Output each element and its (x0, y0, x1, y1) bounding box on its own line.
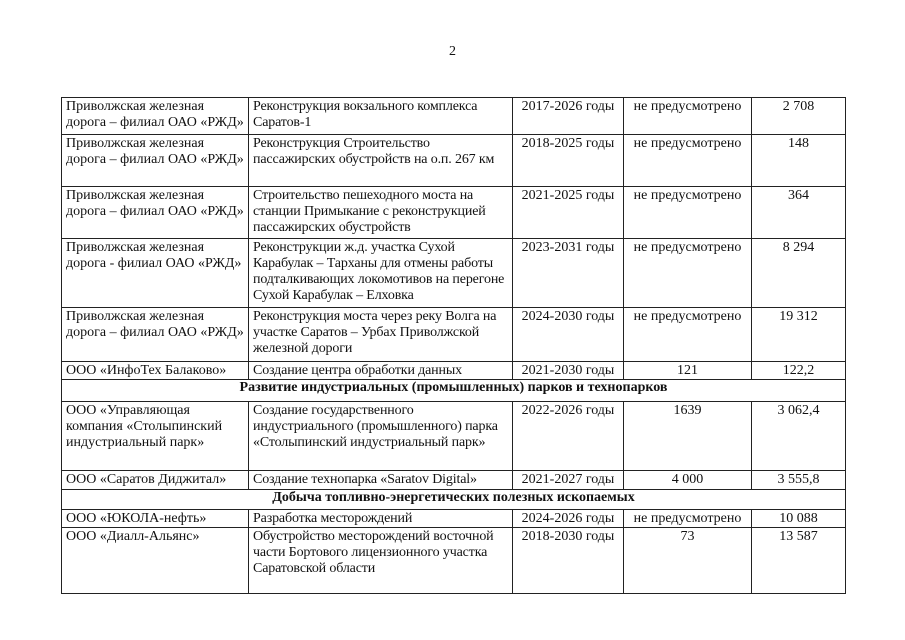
organization-cell: Приволжская железная дорога – филиал ОАО «РЖД» (62, 187, 249, 239)
organization-cell: ООО «Диалл-Альянс» (62, 528, 249, 594)
project-cell: Разработка месторождений (249, 510, 513, 528)
period-cell: 2023-2031 годы (513, 239, 624, 308)
period-cell: 2021-2027 годы (513, 471, 624, 490)
investment-cell: 3 555,8 (752, 471, 846, 490)
table-row (62, 510, 846, 528)
jobs-cell: 4 000 (624, 471, 752, 490)
organization-cell: Приволжская железная дорога – филиал ОАО «РЖД» (62, 308, 249, 362)
section-title: Добыча топливно-энергетических полезных ископаемых (62, 490, 846, 510)
project-cell: Реконструкция Строительство пассажирских обустройств на о.п. 267 км (249, 135, 513, 187)
jobs-cell: не предусмотрено (624, 239, 752, 308)
table-row (62, 471, 846, 490)
table-row (62, 98, 846, 135)
project-cell: Реконструкция вокзального комплекса Саратов-1 (249, 98, 513, 135)
investment-cell: 3 062,4 (752, 402, 846, 471)
investment-cell: 8 294 (752, 239, 846, 308)
section-row (62, 490, 846, 510)
investment-cell: 2 708 (752, 98, 846, 135)
period-cell: 2017-2026 годы (513, 98, 624, 135)
table-row (62, 239, 846, 308)
table-row (62, 187, 846, 239)
jobs-cell: не предусмотрено (624, 135, 752, 187)
period-cell: 2018-2025 годы (513, 135, 624, 187)
table-row (62, 402, 846, 471)
table-row (62, 528, 846, 594)
section-row (62, 380, 846, 402)
organization-cell: Приволжская железная дорога – филиал ОАО «РЖД» (62, 98, 249, 135)
page-number: 2 (449, 44, 456, 59)
organization-cell: ООО «Саратов Диджитал» (62, 471, 249, 490)
period-cell: 2022-2026 годы (513, 402, 624, 471)
organization-cell: ООО «ИнфоТех Балаково» (62, 362, 249, 380)
project-cell: Реконструкции ж.д. участка Сухой Карабулак – Тарханы для отмены работы подталкивающих локомотивов на перегоне Сухой Карабулак – Елховка (249, 239, 513, 308)
project-cell: Строительство пешеходного моста на станции Примыкание с реконструкцией пассажирских обустройств (249, 187, 513, 239)
jobs-cell: 73 (624, 528, 752, 594)
jobs-cell: 121 (624, 362, 752, 380)
investment-cell: 10 088 (752, 510, 846, 528)
section-title: Развитие индустриальных (промышленных) парков и технопарков (62, 380, 846, 402)
period-cell: 2021-2030 годы (513, 362, 624, 380)
table-row (62, 308, 846, 362)
table-row (62, 362, 846, 380)
period-cell: 2018-2030 годы (513, 528, 624, 594)
project-cell: Создание центра обработки данных (249, 362, 513, 380)
jobs-cell: не предусмотрено (624, 187, 752, 239)
organization-cell: ООО «Управляющая компания «Столыпинский индустриальный парк» (62, 402, 249, 471)
project-cell: Создание технопарка «Saratov Digital» (249, 471, 513, 490)
projects-table (61, 97, 846, 594)
organization-cell: Приволжская железная дорога - филиал ОАО «РЖД» (62, 239, 249, 308)
period-cell: 2024-2026 годы (513, 510, 624, 528)
investment-cell: 13 587 (752, 528, 846, 594)
jobs-cell: не предусмотрено (624, 510, 752, 528)
investment-cell: 364 (752, 187, 846, 239)
project-cell: Обустройство месторождений восточной части Бортового лицензионного участка Саратовской области (249, 528, 513, 594)
jobs-cell: не предусмотрено (624, 98, 752, 135)
organization-cell: ООО «ЮКОЛА-нефть» (62, 510, 249, 528)
jobs-cell: не предусмотрено (624, 308, 752, 362)
project-cell: Создание государственного индустриального (промышленного) парка «Столыпинский индустриальный парк» (249, 402, 513, 471)
investment-cell: 122,2 (752, 362, 846, 380)
project-cell: Реконструкция моста через реку Волга на участке Саратов – Урбах Приволжской железной дороги (249, 308, 513, 362)
organization-cell: Приволжская железная дорога – филиал ОАО «РЖД» (62, 135, 249, 187)
jobs-cell: 1639 (624, 402, 752, 471)
investment-cell: 148 (752, 135, 846, 187)
investment-cell: 19 312 (752, 308, 846, 362)
period-cell: 2024-2030 годы (513, 308, 624, 362)
period-cell: 2021-2025 годы (513, 187, 624, 239)
table-row (62, 135, 846, 187)
